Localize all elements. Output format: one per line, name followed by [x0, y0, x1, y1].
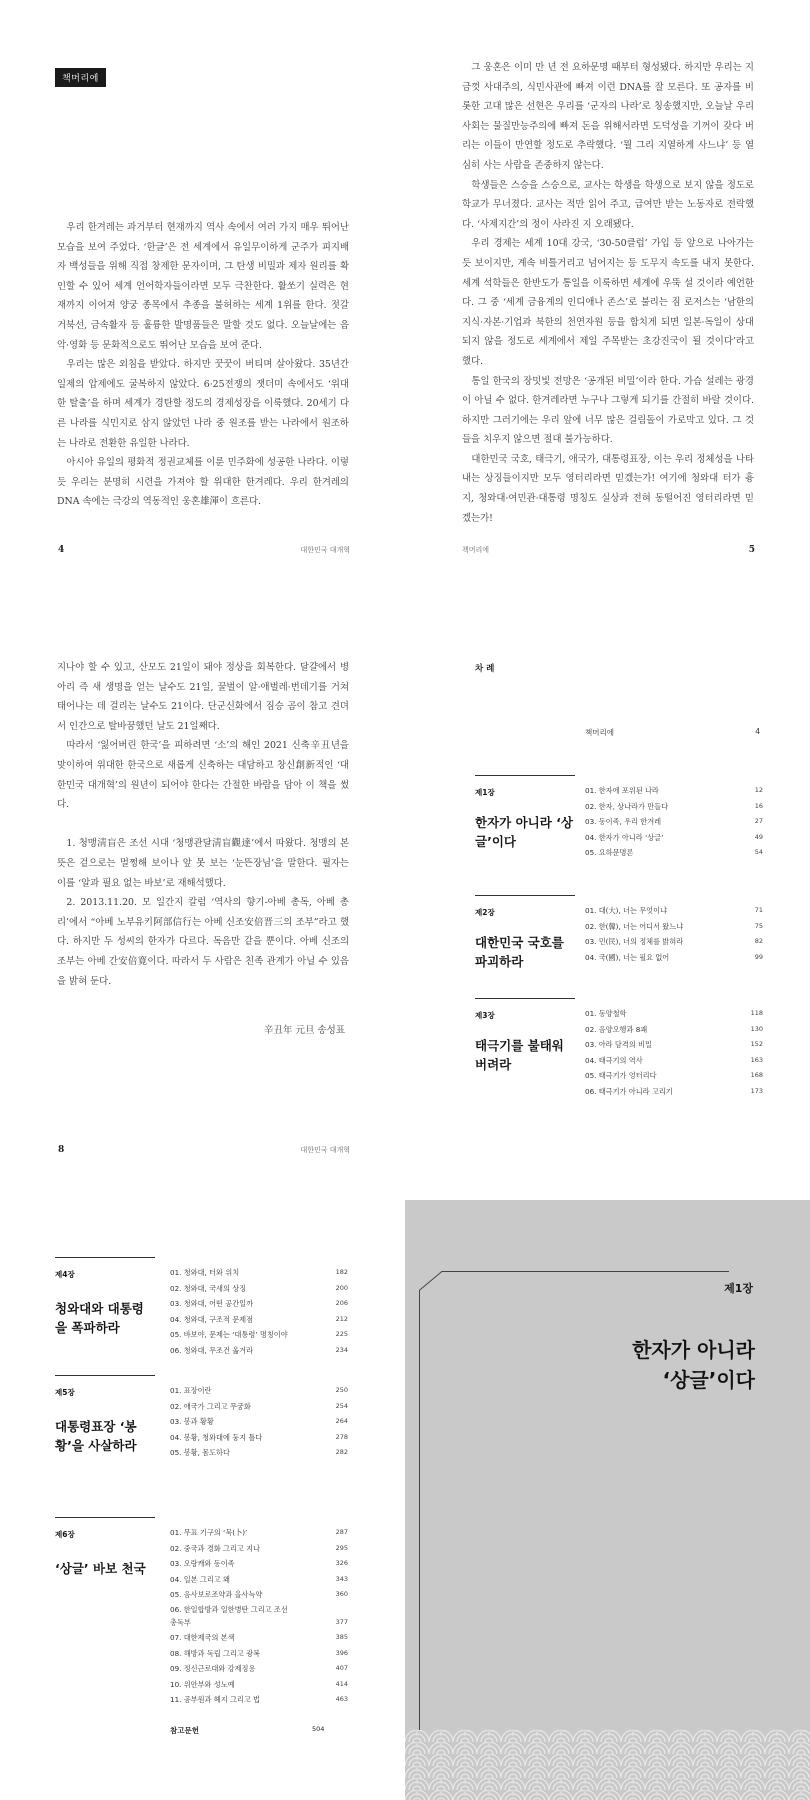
chapter-opener-title-line: ‘상글’이다 [662, 1368, 755, 1392]
paragraph: 통일 한국의 장밋빛 전망은 ‘공개된 비밀’이라 한다. 가슴 설레는 광경이 아닐 수 없다. 한겨레라면 누구나 그렇게 되기를 간절히 바랄 것이다. 하지만 그러기에는 우리 앞에 너무 많은 걸림돌이 가로막고 있다. 그 것들을 치우지 않으면 절대 불가능하다. [462, 375, 754, 446]
paragraph: 우리 경제는 세계 10대 강국, ‘30-50클럽’ 가입 등 앞으로 나아가는 듯 보이지만, 계속 비틀거리고 넘어지는 등 도무지 속도를 내지 못한다. 세계 석학들은 한반도가 통일을 이룩하면 세계에 우뚝 설 것이라 예언한다. 그 중 ‘세계 금융계의 인디애나 존스’로 불리는 짐 로저스는 ‘남한의 지식·자본·기업과 북한의 천연자원 등을 합치게 되면 일본·독일이 상대되지 않을 정도로 세계에서 제일 주목받는 초강진국이 될 것이다’라고 했다. [462, 238, 754, 367]
toc-item[interactable]: 06. 한일합방과 일한병탄 그리고 조선총독부 377 [170, 1604, 348, 1627]
toc-item[interactable]: 05. 요하문명론 54 [585, 848, 763, 858]
paragraph: 학생들은 스승을 스승으로, 교사는 학생을 학생으로 보지 않을 정도로 학교가 무너졌다. 교사는 적만 읽어 주고, 급여만 받는 노동자로 전락했다. ‘사제지간’의 정이 사라진 지 오래됐다. [462, 179, 754, 230]
paragraph: 우리 한겨레는 과거부터 현재까지 역사 속에서 여러 가지 매우 뛰어난 모습을 보여 주었다. ‘한글’은 전 세계에서 유일무이하게 군주가 피지배자 백성들을 위해 직접 창제한 문자이며, 그 탄생 비밀과 제자 원리를 확인할 수 있어 세계 언어학자들이라면 모두 극찬한다. 활쏘기 실력은 현재까지 이어져 양궁 종목에서 추종을 불허하는 세계 1위를 한다. 젓갈 거북선, 금속활자 등 훌륭한 발명품들은 말할 것도 없다. 오늘날에는 음악·영화 등 문화적으로도 뛰어난 모습을 보여 준다. [57, 222, 349, 351]
toc-references-page: 504 [312, 1725, 325, 1733]
chapter-rule [55, 1517, 155, 1518]
toc-references-label[interactable]: 참고문헌 [170, 1726, 199, 1735]
chapter-title: 청와대와 대통령을 폭파하라 [55, 1301, 144, 1335]
toc-item[interactable]: 05. 바보야, 문제는 ‘대통령’ 명칭이야 225 [170, 1330, 348, 1340]
toc-item[interactable]: 02. 음양오행과 8괘 130 [585, 1024, 763, 1034]
toc-item[interactable]: 02. 중국과 경화 그리고 지나 295 [170, 1543, 348, 1553]
preface-body [57, 658, 349, 991]
chapter-items [170, 1525, 348, 1708]
toc-item[interactable]: 05. 봉황, 몸도하다 282 [170, 1448, 348, 1458]
running-title: 대한민국 대개혁 [300, 546, 350, 554]
footnote: 2. 2013.11.20. 모 일간지 칼럼 ‘역사의 향기-아베 총독, 아베 총리’에서 “아베 노부유키阿部信行는 아베 신조安倍晋三의 조부”라고 했다. 하지만 두 성씨의 한자가 다르다. 독음만 같을 뿐이다. 아베 신조의 조부는 아베 간安倍寛이다. 따라서 두 사람은 친족 관계가 아닐 수 있음을 밝혀 둔다. [57, 897, 349, 987]
toc-item[interactable]: 01. 한자에 포위된 나라 12 [585, 786, 763, 795]
toc-item[interactable]: 03. 봉과 황황 264 [170, 1417, 348, 1427]
paragraph: 그 웅혼은 이미 만 년 전 요하문명 때부터 형성됐다. 하지만 우리는 지금껏 사대주의, 식민사관에 빠져 이런 DNA를 잘 모른다. 또 공자를 비롯한 고대 많은 선현은 우리를 ‘군자의 나라’로 칭송했지만, 오늘날 우리 사회는 물질만능주의에 빠져 돈을 위해서라면 도덕성을 기꺼이 갖다 버리는 이들이 만연할 정도로 추락했다. ‘뭘 그리 지열하게 사느냐’ 등 열심히 사는 사람을 존중하지 않는다. [462, 62, 754, 171]
folio-number: 5 [748, 545, 755, 555]
toc-item[interactable]: 04. 한자가 아니라 ‘상글’ 49 [585, 832, 763, 842]
page-5 [405, 0, 810, 600]
folio-number: 8 [58, 1145, 65, 1155]
toc-item[interactable]: 06. 청와대, 무조건 옮겨라 234 [170, 1345, 348, 1355]
frame-diagonal-line [419, 1271, 443, 1291]
paragraph: 따라서 ‘잃어버린 한국’을 피하려면 ‘소’의 해인 2021 신축辛丑년을 맞이하여 위대한 한국으로 새롭게 신축하는 대담하고 창신創新적인 ‘대한민국 대개혁’의 원년이 되어야 한다는 간절한 바람을 담아 이 책을 썼다. [57, 740, 349, 811]
chapter-opener-label: 제1장 [724, 1282, 753, 1295]
page-4 [0, 0, 405, 600]
footnote: 1. 청맹淸盲은 조선 시대 ‘청맹관달淸盲觀達’에서 따왔다. 청맹의 본뜻은 겉으로는 멀쩡해 보이나 앞 못 보는 ‘눈뜬장님’을 말한다. 필자는 이를 ‘알과 필요 없는 바보’로 재해석했다. [57, 838, 349, 889]
preface-body [57, 218, 349, 512]
preface-tag: 책머리에 [55, 68, 106, 87]
chapter-label: 제6장 [55, 1530, 75, 1539]
chapter-label: 제5장 [55, 1388, 75, 1397]
chapter-opener-page [405, 1200, 810, 1800]
wave-pattern-icon [405, 1730, 810, 1800]
page-8 [0, 600, 405, 1200]
chapter-label: 제3장 [475, 1011, 495, 1020]
toc-item[interactable]: 08. 해방과 독립 그리고 광복 396 [170, 1648, 348, 1658]
toc-item[interactable]: 07. 대한제국의 본색 385 [170, 1632, 348, 1642]
toc-title: 차 례 [475, 664, 495, 674]
chapter-rule [475, 998, 575, 999]
toc-item[interactable]: 01. 동양철학 118 [585, 1009, 763, 1018]
toc-item[interactable]: 04. 봉황, 청와대에 둥지 틀다 278 [170, 1432, 348, 1442]
toc-item[interactable]: 04. 청와대, 구조적 문제점 212 [170, 1314, 348, 1324]
toc-item[interactable]: 11. 공부원과 헤지 그리고 법 463 [170, 1695, 348, 1705]
frame-vertical-line [419, 1290, 420, 1742]
toc-item[interactable]: 06. 태극기가 아니라 고리기 173 [585, 1086, 763, 1096]
toc-item[interactable]: 03. 청와대, 어떤 공간일까 206 [170, 1299, 348, 1309]
chapter-label: 제1장 [475, 788, 495, 797]
toc-item[interactable]: 05. 태극기가 엉터리다 168 [585, 1071, 763, 1081]
toc-preface-page: 4 [755, 727, 760, 736]
toc-item[interactable]: 01. 무표 기구의 ‘묵(卜)’ 287 [170, 1528, 348, 1537]
toc-item[interactable]: 01. 표장이란 250 [170, 1386, 348, 1395]
preface-body [462, 58, 754, 528]
running-title: 대한민국 대개혁 [300, 1146, 350, 1154]
chapter-items [170, 1383, 348, 1461]
toc-page-2 [0, 1200, 405, 1800]
toc-item[interactable]: 03. 민(民), 너의 정체를 밝혀라 82 [585, 937, 763, 947]
paragraph: 아시아 유일의 평화적 정권교체를 이룬 민주화에 성공한 나라다. 이렇듯 우리는 분명히 시련을 가져야 할 위대한 한겨레다. 우리 한겨레의 DNA 속에는 극강의 역동적인 웅혼雄渾이 흐른다. [57, 457, 349, 508]
chapter-rule [55, 1375, 155, 1376]
chapter-opener-title-line: 한자가 아니라 [632, 1338, 755, 1362]
chapter-items [170, 1265, 348, 1359]
toc-item[interactable]: 02. 청와대, 국새의 상징 200 [170, 1283, 348, 1293]
toc-item[interactable]: 02. 한(韓), 너는 어디서 왔느냐 75 [585, 921, 763, 931]
chapter-title: 대통령표장 ‘봉황’을 사살하라 [55, 1419, 137, 1453]
toc-item[interactable]: 05. 음사보로조약과 을사늑약 360 [170, 1590, 348, 1600]
chapter-label: 제2장 [475, 908, 495, 917]
paragraph: 대한민국 국호, 태극기, 애국가, 대통령표장, 이는 우리 정체성을 나타내는 상징들이지만 모두 영터리라면 믿겠는가! 여기에 청와대 터가 흉지, 청와대·여민관·대통령 명칭도 실상과 전혀 동떨어진 영터리라면 믿겠는가! [462, 453, 754, 524]
signature: 辛丑年 元旦 송성표 [263, 1025, 345, 1036]
running-title: 책머리에 [462, 546, 490, 554]
toc-item[interactable]: 04. 태극기의 역사 163 [585, 1055, 763, 1065]
chapter-label: 제4장 [55, 1270, 75, 1279]
chapter-title: 대한민국 국호를 파괴하라 [475, 935, 564, 969]
chapter-items [585, 903, 763, 965]
toc-item[interactable]: 01. 대(大), 너는 무엇이냐 71 [585, 906, 763, 915]
chapter-rule [55, 1257, 155, 1258]
toc-item[interactable]: 10. 위안부와 성노예 414 [170, 1679, 348, 1689]
toc-item[interactable]: 02. 애국가 그리고 무궁화 254 [170, 1401, 348, 1411]
chapter-items [585, 1006, 763, 1100]
paragraph: 우리는 많은 외침을 받았다. 하지만 꿋꿋이 버티며 살아왔다. 35년간 일제의 압제에도 굴복하지 않았다. 6·25전쟁의 잿더미 속에서도 ‘위대한 탈출’을 하며 세계가 경탄할 정도의 경제성장을 이룩했다. 20세기 다른 나라를 식민지로 삼지 않았던 나라 중 원조를 받는 나라에서 원조하는 나라로 전환한 유일한 나라다. [57, 359, 349, 449]
toc-item[interactable]: 03. 동이족, 우리 한겨레 27 [585, 817, 763, 827]
toc-page-1 [405, 600, 810, 1200]
chapter-rule [475, 895, 575, 896]
chapter-items [585, 783, 763, 861]
toc-item[interactable]: 01. 청와대, 터와 위치 182 [170, 1268, 348, 1277]
toc-item[interactable]: 04. 일본 그리고 왜 343 [170, 1574, 348, 1584]
chapter-title: 한자가 아니라 ‘상글’이다 [475, 815, 573, 849]
toc-preface-label[interactable]: 책머리에 [585, 728, 614, 737]
toc-item[interactable]: 03. 오랑캐와 동이족 326 [170, 1559, 348, 1569]
toc-item[interactable]: 03. 아라 담격의 비밀 152 [585, 1040, 763, 1050]
chapter-rule [475, 775, 575, 776]
chapter-opener-title [632, 1335, 755, 1395]
toc-item[interactable]: 09. 정신근로대와 강제징용 407 [170, 1664, 348, 1674]
paragraph: 지나야 할 수 있고, 산모도 21일이 돼야 정상을 회복한다. 달걀에서 병아리 즉 새 생명을 얻는 날수도 21일, 꿀벌이 알·애벌레·번데기를 거쳐 태어나는 데 걸리는 날수도 21이다. 단군신화에서 짐승 곰이 참고 견뎌서 인간으로 탈바꿈했던 날도 21일째다. [57, 662, 349, 732]
toc-item[interactable]: 04. 국(國), 너는 필요 없어 99 [585, 952, 763, 962]
toc-item[interactable]: 02. 한자, 상나라가 만들다 16 [585, 801, 763, 811]
frame-horizontal-line [442, 1271, 729, 1272]
folio-number: 4 [58, 545, 65, 555]
chapter-title: 태극기를 불태워 버려라 [475, 1038, 564, 1072]
chapter-title: ‘상글’ 바보 천국 [55, 1561, 146, 1576]
